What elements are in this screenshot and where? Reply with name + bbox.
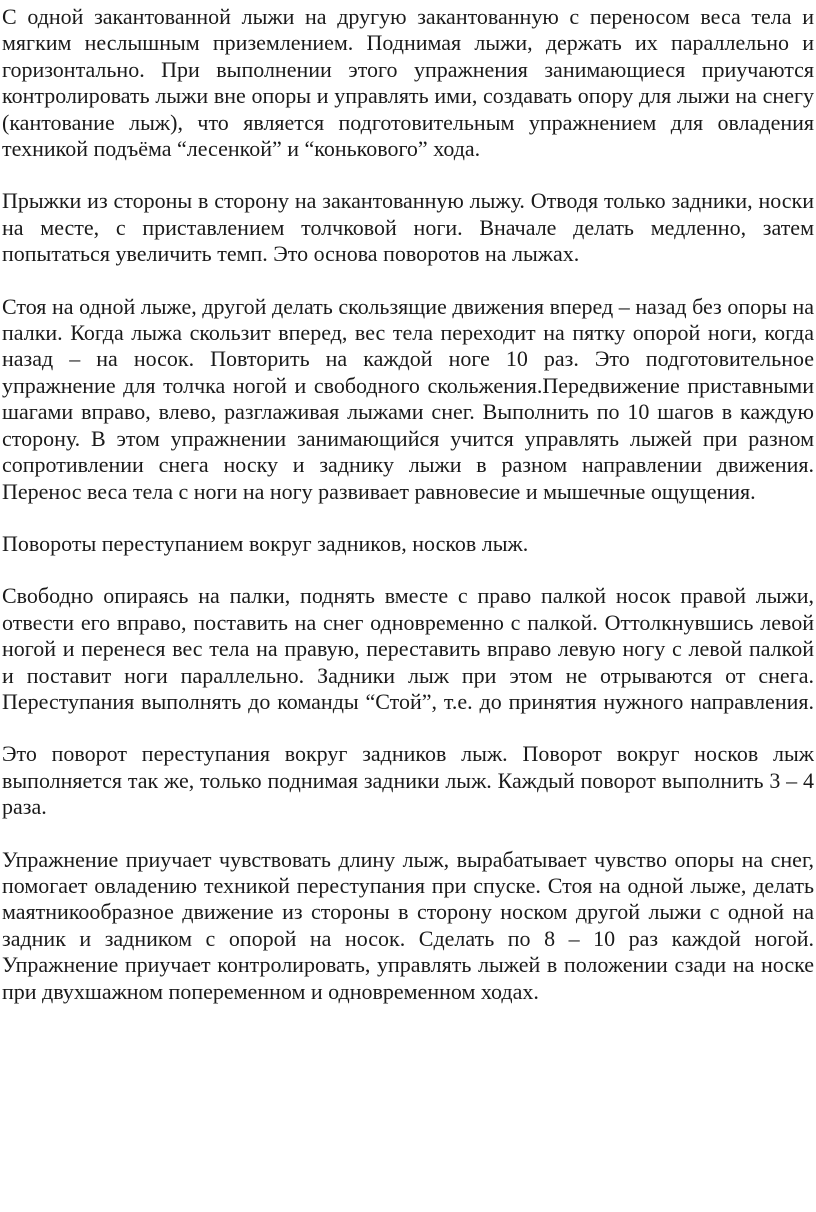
paragraph-side-jumps: Прыжки из стороны в сторону на закантованную лыжу. Отводя только задники, носки на месте, с приставлением толчковой ноги. Вначале делать медленно, затем попытаться увеличить темп. Это основа поворотов на лыжах.	[2, 188, 814, 267]
paragraph-step-turns-heading: Повороты переступанием вокруг задников, носков лыж.	[2, 530, 529, 556]
paragraph-pendulum-exercise: Упражнение приучает чувствовать длину лыж, вырабатывает чувство опоры на снег, помогает овладению техникой переступания при спуске. Стоя на одной лыже, делать маятникообразное движение из стороны в сторону носком другой лыжи с одной на задник и задником с опорой на носок. Сделать по 8 – 10 раз каждой ногой. Упражнение приучает контролировать, управлять лыжей в положении сзади на носке при двухшажном попеременном и одновременном ходах.	[2, 846, 814, 1004]
paragraph-ski-edging: С одной закантованной лыжи на другую закантованную с переносом веса тела и мягким неслышным приземлением. Поднимая лыжи, держать их параллельно и горизонтально. При выполнении этого упражнения занимающиеся приучаются контролировать лыжи вне опоры и управлять ими, создавать опору для лыжи на снегу (кантование лыж), что является подготовительным упражнением для овладения техникой подъёма “лесенкой” и “конькового” хода.	[2, 4, 814, 162]
paragraph-step-turn-technique: Свободно опираясь на палки, поднять вместе с право палкой носок правой лыжи, отвести его вправо, поставить на снег одновременно с палкой. Оттолкнувшись левой ногой и перенеся вес тела на правую, переставить вправо левую ногу с левой палкой и поставит ноги параллельно. Задники лыж при этом не отрываются от снега. Переступания выполнять до команды “Стой”, т.е. до принятия нужного направления.	[2, 583, 814, 714]
paragraph-sliding-movements: Стоя на одной лыже, другой делать скользящие движения вперед – назад без опоры на палки. Когда лыжа скользит вперед, вес тела переходит на пятку опорой ноги, когда назад – на носок. Повторить на каждой ноге 10 раз. Это подготовительное упражнение для толчка ногой и свободного скольжения.Передвижение приставными шагами вправо, влево, разглаживая лыжами снег. Выполнить по 10 шагов в каждую сторону. В этом упражнении занимающийся учится управлять лыжей при разном сопротивлении снега носку и заднику лыжи в разном направлении движения. Перенос веса тела с ноги на ногу развивает равновесие и мышечные ощущения.	[2, 293, 814, 504]
paragraph-turn-around-tails: Это поворот переступания вокруг задников лыж. Поворот вокруг носков лыж выполняется так же, только поднимая задники лыж. Каждый поворот выполнить 3 – 4 раза.	[2, 741, 814, 820]
